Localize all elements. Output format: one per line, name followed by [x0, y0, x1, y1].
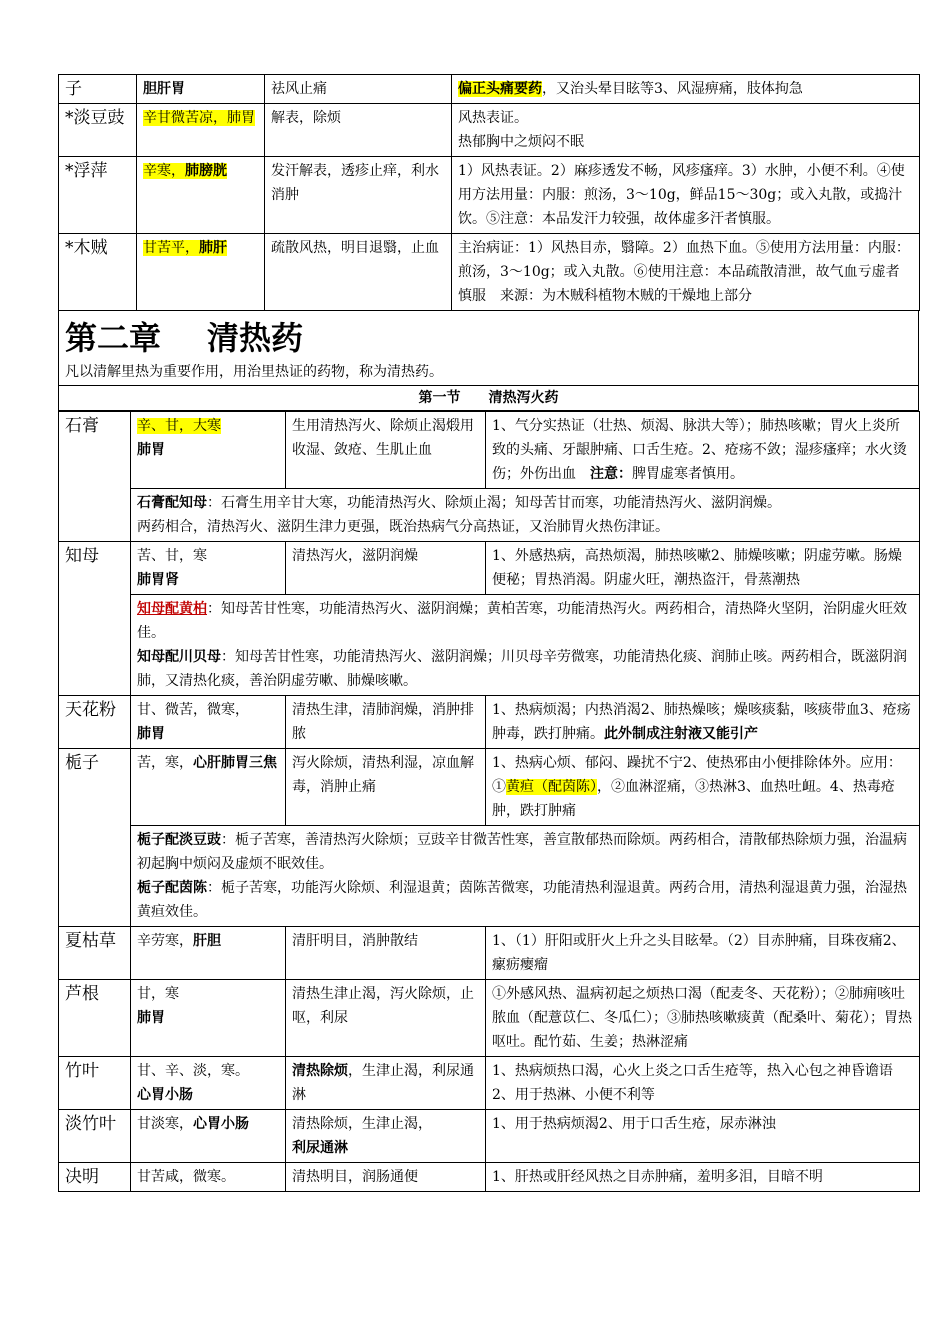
pairing-text: ：石膏生用辛甘大寒，功能清热泻火、除烦止渴；知母苦甘而寒，功能清热泻火、滋阴润燥。: [207, 495, 781, 511]
pairing-note: [131, 826, 920, 927]
table-row: [59, 234, 920, 311]
table-row: [59, 1110, 920, 1163]
nature-meridian: 肺胃: [137, 1010, 165, 1026]
nature-meridian: 心肝肺胃三焦: [193, 755, 277, 771]
herb-name: *浮萍: [59, 157, 137, 234]
herb-name: 知母: [59, 542, 131, 696]
table-row: [59, 1163, 920, 1192]
herb-effect: 解表，除烦: [265, 104, 452, 157]
herb-name: 决明: [59, 1163, 131, 1192]
table-row: [59, 542, 920, 595]
herb-use: 1）风热表证。2）麻疹透发不畅，风疹瘙痒。3）水肿，小便不利。④使用方法用量：内服：煎汤，3～10g，鲜品15～30g；或入丸散，或捣汁饮。⑤注意：本品发汗力较强，故体虚多汗者慎服。: [452, 157, 920, 234]
nature-meridian: 肺胃肾: [137, 572, 179, 588]
section-title: 第一节 清热泻火药: [58, 386, 919, 411]
page-sheet: [58, 74, 919, 1192]
nature-meridian: 肺膀胱: [185, 163, 227, 179]
nature-text: [143, 163, 227, 179]
herb-name: 栀子: [59, 749, 131, 927]
herb-effect: 清肝明目，消肿散结: [286, 927, 486, 980]
pairing-label: 栀子配茵陈: [137, 880, 207, 896]
nature-meridian: 心胃小肠: [193, 1116, 249, 1132]
nature-text: 辛、甘，大寒: [137, 418, 221, 434]
nature-taste: 辛寒，: [143, 163, 185, 179]
herb-nature: [131, 542, 286, 595]
herb-effect: 发汗解表，透疹止痒，利水消肿: [265, 157, 452, 234]
pairing-text: ：栀子苦寒，功能泻火除烦、利湿退黄；茵陈苦微寒，功能清热利湿退黄。两药合用，清热利湿退黄力强，治湿热黄疸效佳。: [137, 880, 907, 920]
table-row: [59, 104, 920, 157]
nature-text: 苦，寒，: [137, 755, 193, 771]
table-row: [59, 489, 920, 542]
herb-use: 1、外感热病，高热烦渴，肺热咳嗽2、肺燥咳嗽；阴虚劳嗽。肠燥便秘；胃热消渴。阴虚火旺，潮热盗汗，骨蒸潮热: [486, 542, 920, 595]
herb-nature: [131, 927, 286, 980]
effect-text: ，生津止渴，利尿通淋: [292, 1063, 474, 1103]
use-text: 1、气分实热证（壮热、烦渴、脉洪大等）；肺热咳嗽；胃火上炎所致的头痛、牙龈肿痛、口舌生疮。2、疮疡不敛；湿疹瘙痒；水火烫伤；外伤出血: [492, 418, 907, 482]
table-row: [59, 696, 920, 749]
herb-effect: 疏散风热，明目退翳，止血: [265, 234, 452, 311]
nature-text: 甘、辛、淡，寒。: [137, 1063, 249, 1079]
pairing-label: 栀子配淡豆豉: [137, 832, 221, 848]
nature-text: 辛甘微苦凉，肺胃: [143, 110, 255, 126]
pairing-label: 石膏配知母: [137, 495, 207, 511]
herb-effect: [286, 1110, 486, 1163]
table-row: [59, 826, 920, 927]
herb-nature: [131, 1110, 286, 1163]
table-row: [59, 595, 920, 696]
use-line: 热郁胸中之烦闷不眠: [458, 134, 584, 150]
pairing-text: ：栀子苦寒，善清热泻火除烦；豆豉辛甘微苦性寒，善宣散郁热而除烦。两药相合，清散郁热除烦力强，治温病初起胸中烦闷及虚烦不眠效佳。: [137, 832, 907, 872]
pairing-note: [131, 595, 920, 696]
chapter-intro: 凡以清解里热为重要作用，用治里热证的药物，称为清热药。: [65, 364, 443, 380]
herb-effect: 清热生津止渴，泻火除烦，止呕，利尿: [286, 980, 486, 1057]
note-text: 脾胃虚寒者慎用。: [632, 466, 744, 482]
herb-nature: 胆肝胃: [137, 75, 265, 104]
herb-name: 竹叶: [59, 1057, 131, 1110]
pairing-text: 两药相合，清热泻火、滋阴生津力更强，既治热病气分高热证，又治肺胃火热伤津证。: [137, 519, 669, 535]
herb-name: 夏枯草: [59, 927, 131, 980]
herb-effect: 生用清热泻火、除烦止渴煅用收湿、敛疮、生肌止血: [286, 412, 486, 489]
herb-name: 子: [59, 75, 137, 104]
herb-name: *木贼: [59, 234, 137, 311]
effect-text: 清热除烦，生津止渴，: [292, 1116, 432, 1132]
herb-table: [58, 411, 920, 1192]
herb-use: [486, 696, 920, 749]
top-herb-table: [58, 74, 920, 311]
herb-use: [452, 104, 920, 157]
note-label: 注意：: [590, 466, 632, 482]
chapter-header: [58, 311, 919, 386]
use-text: ，又治头晕目眩等3、风湿痹痛，肢体拘急: [542, 81, 803, 97]
herb-name: 淡竹叶: [59, 1110, 131, 1163]
use-text: 1、热病心烦、郁闷、躁扰不宁2、使热邪由小便排除体外。应用：①: [492, 755, 902, 795]
chapter-number: 第二章: [65, 319, 162, 357]
nature-meridian: 心胃小肠: [137, 1087, 193, 1103]
table-row: [59, 980, 920, 1057]
pairing-text: ：知母苦甘性寒，功能清热泻火、滋阴润燥；川贝母辛劳微寒，功能清热化痰、润肺止咳。两药相合，既滋阴润肺，又清热化痰，善治阴虚劳嗽、肺燥咳嗽。: [137, 649, 907, 689]
herb-use: [486, 749, 920, 826]
nature-meridian: 肺胃: [137, 726, 165, 742]
herb-use: 1、热病烦热口渴，心火上炎之口舌生疮等，热入心包之神昏谵语2、用于热淋、小便不利等: [486, 1057, 920, 1110]
herb-use: 1、（1）肝阳或肝火上升之头目眩晕。（2）目赤肿痛，目珠夜痛2、瘰疬瘿瘤: [486, 927, 920, 980]
use-bold: 此外制成注射液又能引产: [604, 726, 758, 742]
herb-effect: 清热生津，清肺润燥，消肿排脓: [286, 696, 486, 749]
herb-use: [486, 412, 920, 489]
table-row: [59, 157, 920, 234]
herb-nature: [131, 412, 286, 489]
nature-taste: 甘苦平，: [143, 240, 199, 256]
chapter-name: 清热药: [207, 319, 304, 357]
herb-use: [452, 75, 920, 104]
nature-text: [143, 240, 227, 256]
use-text: ，②血淋涩痛，③热淋3、血热吐衄。4、热毒疮肿，跌打肿痛: [492, 779, 895, 819]
nature-text: 甘、微苦，微寒，: [137, 702, 249, 718]
herb-name: 石膏: [59, 412, 131, 542]
nature-text: 甘，寒: [137, 986, 179, 1002]
herb-effect: [286, 1057, 486, 1110]
pairing-note: [131, 489, 920, 542]
nature-text: 甘淡寒，: [137, 1116, 193, 1132]
nature-meridian: 肺肝: [199, 240, 227, 256]
use-line: 风热表证。: [458, 110, 528, 126]
herb-nature: 甘苦咸，微寒。: [131, 1163, 286, 1192]
herb-name: 天花粉: [59, 696, 131, 749]
table-row: [59, 749, 920, 826]
pairing-text: ：知母苦甘性寒，功能清热泻火、滋阴润燥；黄柏苦寒，功能清热泻火。两药相合，清热降火坚阴，治阴虚火旺效佳。: [137, 601, 907, 641]
effect-bold: 清热除烦: [292, 1063, 348, 1079]
herb-nature: [137, 234, 265, 311]
herb-effect: 祛风止痛: [265, 75, 452, 104]
herb-nature: [131, 980, 286, 1057]
herb-use: 1、用于热病烦渴2、用于口舌生疮，尿赤淋浊: [486, 1110, 920, 1163]
nature-meridian: 肺胃: [137, 442, 165, 458]
nature-meridian: 肝胆: [193, 933, 221, 949]
herb-nature: [131, 1057, 286, 1110]
table-row: [59, 412, 920, 489]
herb-use: 主治病证：1）风热目赤，翳障。2）血热下血。⑤使用方法用量：内服：煎汤，3～10g；或入丸散。⑥使用注意：本品疏散清泄，故气血亏虚者慎服 来源：为木贼科植物木贼的干燥地上部分: [452, 234, 920, 311]
highlight-text: 黄疸（配茵陈）: [506, 779, 597, 795]
table-row: [59, 1057, 920, 1110]
herb-nature: [131, 749, 286, 826]
herb-use: 1、肝热或肝经风热之目赤肿痛，羞明多泪，目暗不明: [486, 1163, 920, 1192]
use-text: 1、热病烦渴；内热消渴2、肺热燥咳；燥咳痰黏，咳痰带血3、疮疡肿毒，跌打肿痛。: [492, 702, 911, 742]
nature-text: 辛劳寒，: [137, 933, 193, 949]
herb-name: 芦根: [59, 980, 131, 1057]
herb-nature: [137, 104, 265, 157]
effect-bold: 利尿通淋: [292, 1140, 348, 1156]
herb-effect: 清热明目，润肠通便: [286, 1163, 486, 1192]
herb-effect: 清热泻火，滋阴润燥: [286, 542, 486, 595]
herb-nature: [137, 157, 265, 234]
herb-use: ①外感风热、温病初起之烦热口渴（配麦冬、天花粉）；②肺痈咳吐脓血（配薏苡仁、冬瓜仁）；③肺热咳嗽痰黄（配桑叶、菊花）；胃热呕吐。配竹茹、生姜；热淋涩痛: [486, 980, 920, 1057]
pairing-label: 知母配黄柏: [137, 601, 207, 617]
pairing-label: 知母配川贝母: [137, 649, 221, 665]
chapter-title: [65, 315, 912, 361]
herb-effect: 泻火除烦，清热利湿，凉血解毒，消肿止痛: [286, 749, 486, 826]
herb-nature: [131, 696, 286, 749]
nature-text: 苦、甘，寒: [137, 548, 207, 564]
table-row: [59, 927, 920, 980]
table-row: [59, 75, 920, 104]
highlight-text: 偏正头痛要药: [458, 81, 542, 97]
herb-name: *淡豆豉: [59, 104, 137, 157]
